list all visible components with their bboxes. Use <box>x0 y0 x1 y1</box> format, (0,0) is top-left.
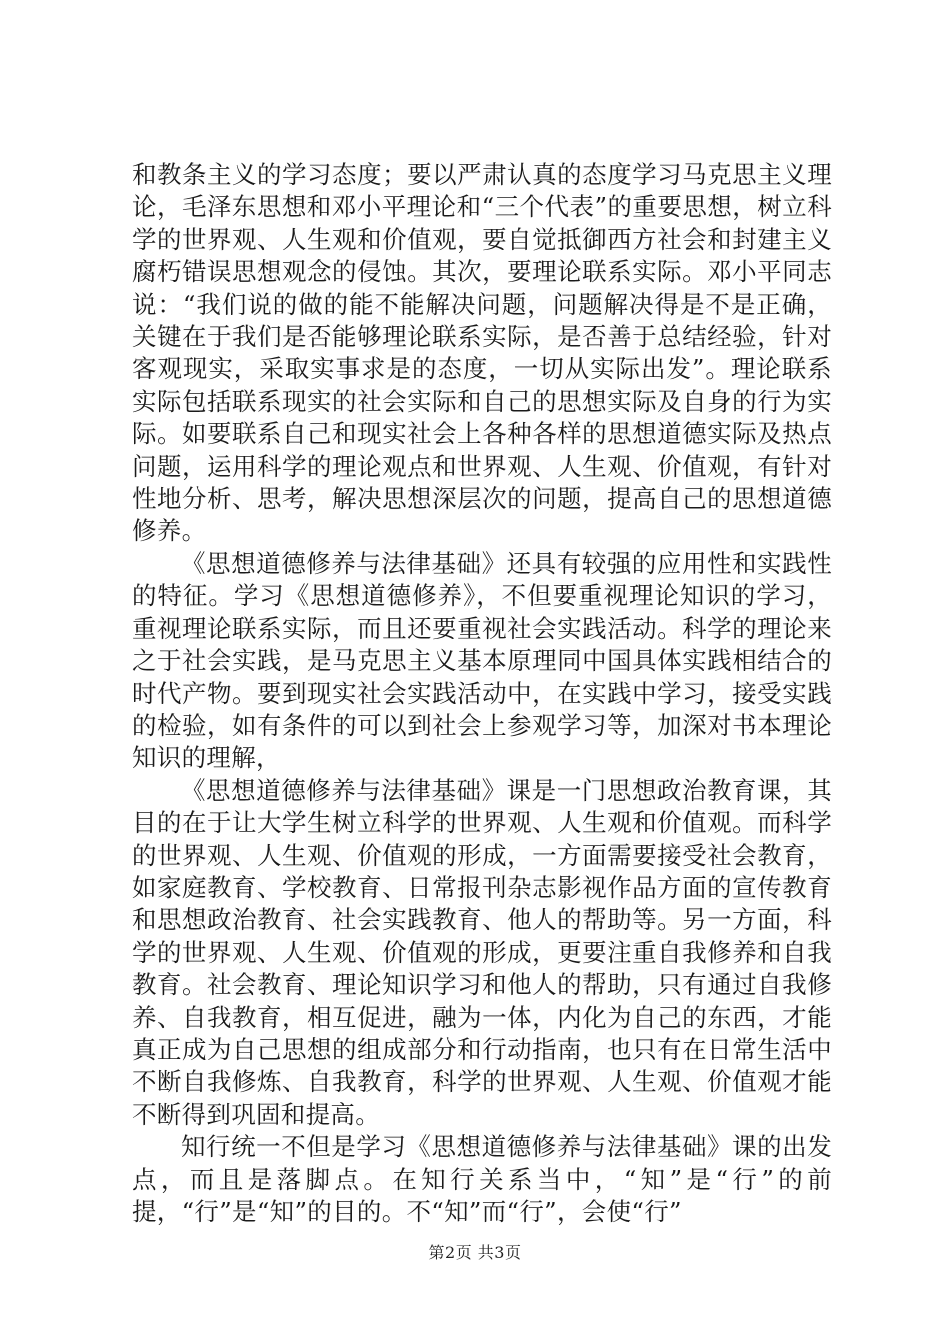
paragraph-4: 知行统一不但是学习《思想道德修养与法律基础》课的出发点，而且是落脚点。在知行关系当中，“知”是“行”的前提，“行”是“知”的目的。不“知”而“行”，会使“行” <box>132 1132 832 1226</box>
paragraph-1: 和教条主义的学习态度；要以严肃认真的态度学习马克思主义理论，毛泽东思想和邓小平理论和“三个代表”的重要思想，树立科学的世界观、人生观和价值观，要自觉抵御西方社会和封建主义腐朽错误思想观念的侵蚀。其次，要理论联系实际。邓小平同志说：“我们说的做的能不能解决问题，问题解决得是不是正确，关键在于我们是否能够理论联系实际，是否善于总结经验，针对客观现实，采取实事求是的态度，一切从实际出发”。理论联系实际包括联系现实的社会实际和自己的思想实际及自身的行为实际。如要联系自己和现实社会上各种各样的思想道德实际及热点问题，运用科学的理论观点和世界观、人生观、价值观，有针对性地分析、思考，解决思想深层次的问题，提高自己的思想道德修养。 <box>132 160 832 546</box>
page-number-footer: 第2页 共3页 <box>428 1243 522 1262</box>
paragraph-3: 《思想道德修养与法律基础》课是一门思想政治教育课，其目的在于让大学生树立科学的世界观、人生观和价值观。而科学的世界观、人生观、价值观的形成，一方面需要接受社会教育，如家庭教育、学校教育、日常报刊杂志影视作品方面的宣传教育和思想政治教育、社会实践教育、他人的帮助等。另一方面，科学的世界观、人生观、价值观的形成，更要注重自我修养和自我教育。社会教育、理论知识学习和他人的帮助，只有通过自我修养、自我教育，相互促进，融为一体，内化为自己的东西，才能真正成为自己思想的组成部分和行动指南，也只有在日常生活中不断自我修炼、自我教育，科学的世界观、人生观、价值观才能不断得到巩固和提高。 <box>132 775 832 1129</box>
paragraph-2: 《思想道德修养与法律基础》还具有较强的应用性和实践性的特征。学习《思想道德修养》，不但要重视理论知识的学习，重视理论联系实际，而且还要重视社会实践活动。科学的理论来之于社会实践，是马克思主义基本原理同中国具体实践相结合的时代产物。要到现实社会实践活动中，在实践中学习，接受实践的检验，如有条件的可以到社会上参观学习等，加深对书本理论知识的理解， <box>132 548 832 773</box>
body-text <box>132 159 832 1228</box>
